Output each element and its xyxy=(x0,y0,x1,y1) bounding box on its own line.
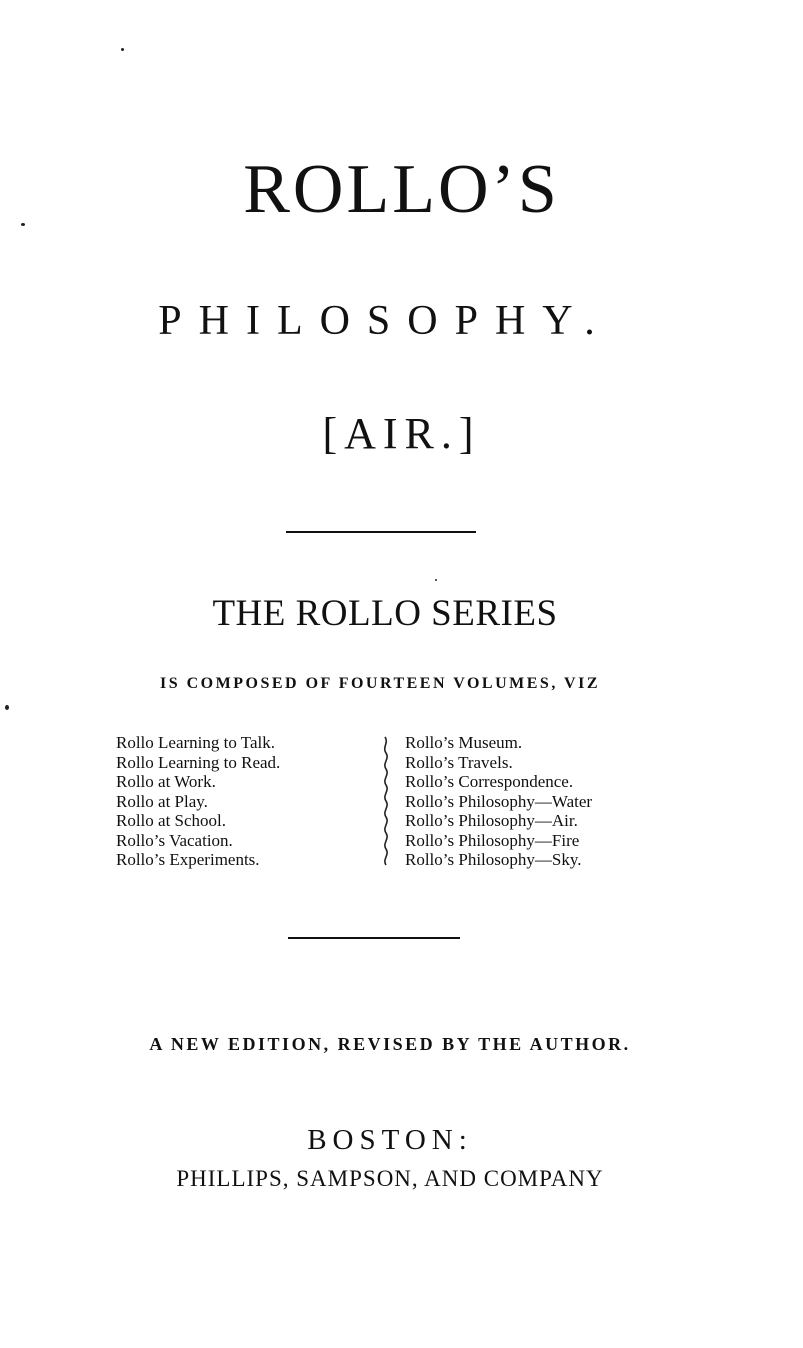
book-volume-topic: [AIR.] xyxy=(322,409,481,458)
volume-item: Rollo at Play. xyxy=(116,791,208,811)
brace-divider xyxy=(379,735,393,867)
volume-list-right xyxy=(405,733,592,870)
volume-item: Rollo’s Philosophy—Sky. xyxy=(405,850,582,869)
ink-speck xyxy=(121,48,124,51)
volume-item: Rollo’s Correspondence. xyxy=(405,772,574,791)
volume-item: Rollo’s Vacation. xyxy=(116,830,233,850)
ink-speck xyxy=(435,579,437,581)
volume-item: Rollo’s Travels. xyxy=(405,752,513,772)
imprint-city: BOSTON: xyxy=(307,1124,473,1156)
volume-item: Rollo’s Experiments. xyxy=(116,850,260,869)
volume-item: Rollo Learning to Talk. xyxy=(116,733,276,752)
divider-rule xyxy=(286,531,476,533)
edition-note: A NEW EDITION, REVISED BY THE AUTHOR. xyxy=(149,1034,631,1054)
volume-item: Rollo’s Philosophy—Air. xyxy=(405,811,578,830)
volume-item: Rollo’s Philosophy—Water xyxy=(405,791,593,811)
ink-speck xyxy=(5,705,9,710)
divider-rule xyxy=(288,937,460,939)
book-title: ROLLO’S xyxy=(243,151,560,228)
volume-item: Rollo’s Philosophy—Fire xyxy=(405,830,580,850)
imprint-publisher: PHILLIPS, SAMPSON, AND COMPANY xyxy=(176,1166,604,1191)
volume-item: Rollo at School. xyxy=(116,811,227,830)
volume-item: Rollo Learning to Read. xyxy=(116,752,281,772)
series-heading: THE ROLLO SERIES xyxy=(212,593,558,634)
volume-item: Rollo’s Museum. xyxy=(405,733,523,752)
book-subtitle: PHILOSOPHY. xyxy=(158,298,612,344)
volume-item: Rollo at Work. xyxy=(116,772,216,791)
volume-list-left xyxy=(116,733,280,870)
series-subheading: IS COMPOSED OF FOURTEEN VOLUMES, VIZ xyxy=(160,675,600,692)
